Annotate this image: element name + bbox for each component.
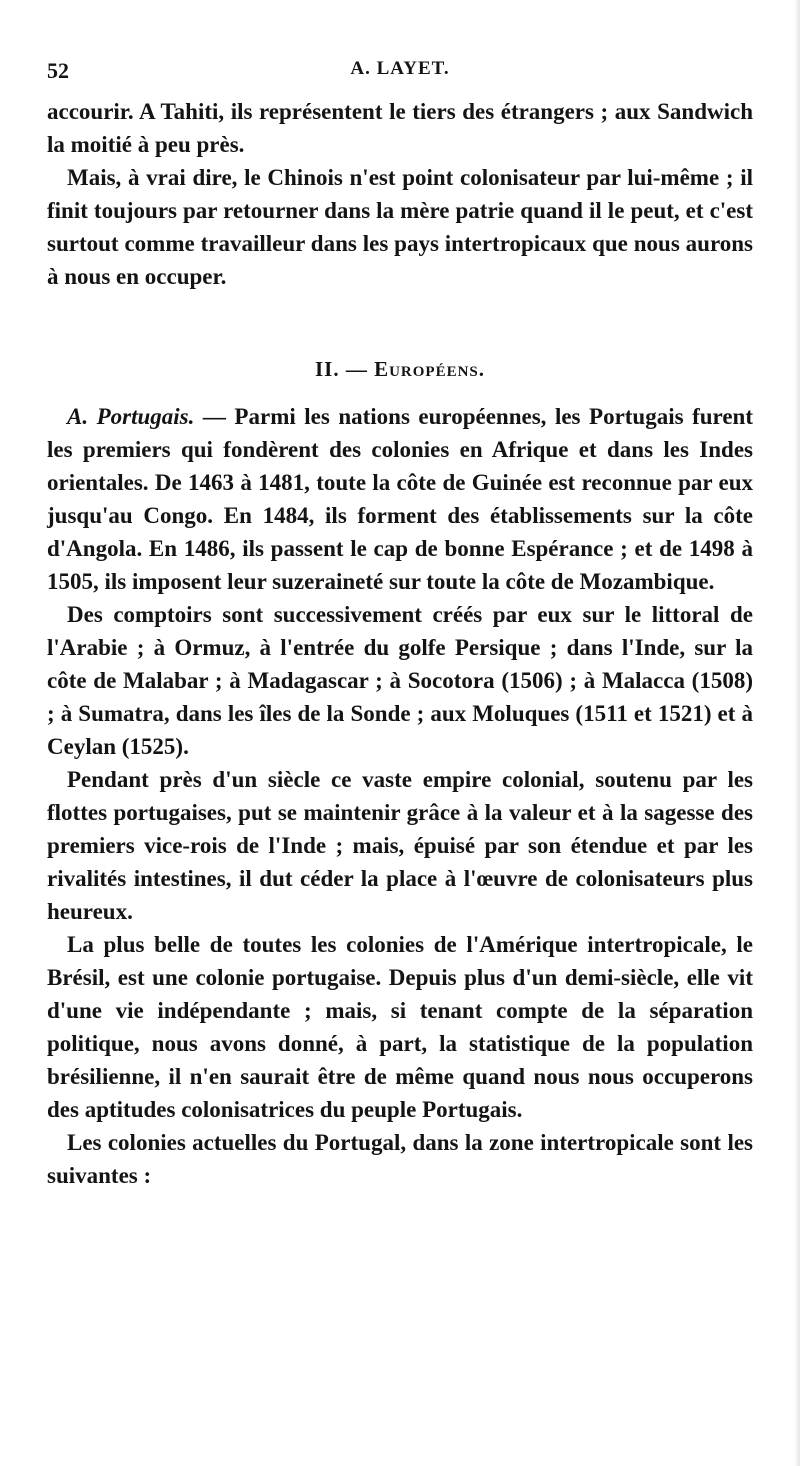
page-header (47, 58, 753, 88)
section-heading (47, 353, 753, 386)
section-dash: — (345, 357, 368, 381)
paragraph-chinese-colonists: Mais, à vrai dire, le Chinois n'est point colonisateur par lui-même ; il finit toujours par retourner dans la mère patrie quand il le peut, et c'est surtout comme travailleur dans les pays intertropicaux que nous aurons à nous en occuper. (47, 165, 753, 289)
paragraph-portugais-intro (47, 400, 753, 598)
subsection-lead-text: — Parmi les nations européennes, les Portugais furent les premiers qui fondèrent des colonies en Afrique et dans les Indes orientales. De 1463 à 1481, toute la côte de Guinée est reconnue par eux jusqu'au Congo. En 1484, ils forment des établissements sur la côte d'Angola. En 1486, ils passent le cap de bonne Espérance ; et de 1498 à 1505, ils imposent leur suzeraineté sur toute la côte de Mozambique. (47, 404, 753, 594)
paragraph-empire-colonial: Pendant près d'un siècle ce vaste empire colonial, soutenu par les flottes portugaises, put se maintenir grâce à la valeur et à la sagesse des premiers vice-rois de l'Inde ; mais, épuisé par son étendue et par les rivalités intestines, il dut céder la place à l'œuvre de colonisateurs plus heureux. (47, 767, 753, 924)
running-head: A. LAYET. (350, 58, 450, 79)
paragraph-colonies-actuelles: Les colonies actuelles du Portugal, dans la zone intertropicale sont les suivantes : (47, 1130, 753, 1188)
body-text (47, 95, 753, 1192)
page-edge-shadow (794, 0, 800, 1466)
page-number: 52 (47, 58, 69, 83)
section-title: Européens. (374, 357, 486, 381)
subsection-label: A. Portugais. (67, 404, 195, 429)
paragraph-continuation: accourir. A Tahiti, ils représentent le tiers des étrangers ; aux Sandwich la moitié à peu près. (47, 99, 753, 157)
paragraph-comptoirs: Des comptoirs sont successivement créés par eux sur le littoral de l'Arabie ; à Ormuz, à l'entrée du golfe Persique ; dans l'Inde, sur la côte de Malabar ; à Madagascar ; à Socotora (1506) ; à Malacca (1508) ; à Sumatra, dans les îles de la Sonde ; aux Moluques (1511 et 1521) et à Ceylan (1525). (47, 602, 753, 759)
section-number: II. (314, 357, 340, 381)
paragraph-bresil: La plus belle de toutes les colonies de l'Amérique intertropicale, le Brésil, est une colonie portugaise. Depuis plus d'un demi-siècle, elle vit d'une vie indépendante ; mais, si tenant compte de la séparation politique, nous avons donné, à part, la statistique de la population brésilienne, il n'en saurait être de même quand nous nous occuperons des aptitudes colonisatrices du peuple Portugais. (47, 932, 753, 1122)
